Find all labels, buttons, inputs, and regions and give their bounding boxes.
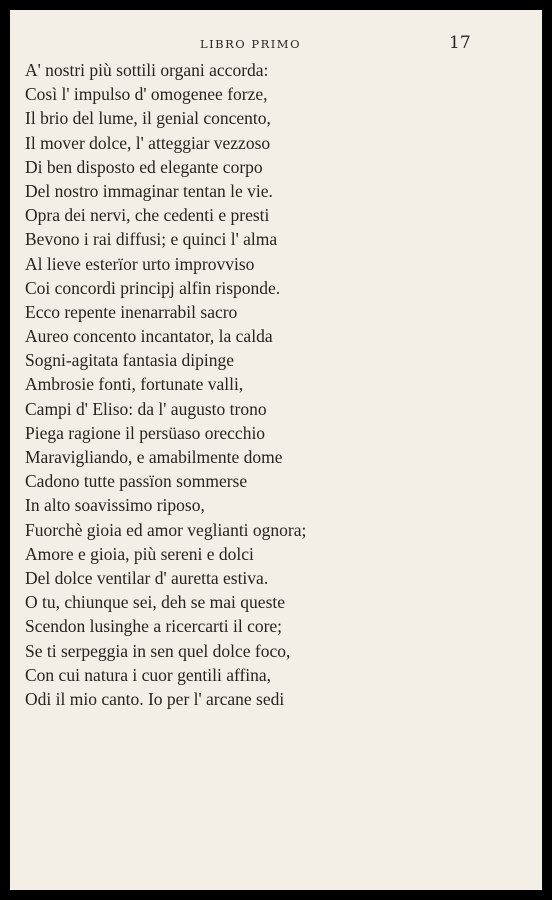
verse-line: O tu, chiunque sei, deh se mai queste xyxy=(25,592,286,613)
verse-line: Ecco repente inenarrabil sacro xyxy=(25,301,238,322)
verse-line: Amore e gioia, più sereni e dolci xyxy=(25,543,254,564)
verse-line: Ambrosie fonti, fortunate valli, xyxy=(25,374,244,395)
book-page xyxy=(10,10,542,890)
verse-line: Piega ragione il persüaso orecchio xyxy=(25,422,266,443)
verse-line: Scendon lusinghe a ricercarti il core; xyxy=(25,616,283,637)
verse-line: Il mover dolce, l' atteggiar vezzoso xyxy=(25,132,271,153)
verse-line: Con cui natura i cuor gentili affina, xyxy=(25,664,272,685)
verse-line: Così l' impulso d' omogenee forze, xyxy=(25,84,268,105)
verse-line: Coi concordi principj alfin risponde. xyxy=(25,277,281,298)
page-number: 17 xyxy=(449,33,471,53)
verse-line: Odi il mio canto. Io per l' arcane sedi xyxy=(25,688,285,709)
verse-line: Campi d' Eliso: da l' augusto trono xyxy=(25,398,267,419)
verse-line: Bevono i rai diffusi; e quinci l' alma xyxy=(25,229,278,250)
verse-line: Maravigliando, e amabilmente dome xyxy=(25,447,283,467)
verse-line: Di ben disposto ed elegante corpo xyxy=(25,156,263,177)
verse-line: Se ti serpeggia in sen quel dolce foco, xyxy=(25,640,291,661)
verse-line: In alto soavissimo riposo, xyxy=(25,495,205,516)
verse-line: Cadono tutte passïon sommerse xyxy=(25,471,248,492)
verse-line: Fuorchè gioia ed amor veglianti ognora; xyxy=(25,519,307,540)
verse-line: Aureo concento incantator, la calda xyxy=(25,326,273,347)
verse-line: A' nostri più sottili organi accorda: xyxy=(25,60,269,80)
verse-line: Opra dei nervi, che cedenti e presti xyxy=(25,205,270,226)
page-header xyxy=(10,33,542,56)
verse-line: Del dolce ventilar d' auretta estiva. xyxy=(25,567,269,588)
running-head: LIBRO PRIMO xyxy=(200,37,302,51)
poem-text xyxy=(25,58,306,711)
verse-line: Il brio del lume, il genial concento, xyxy=(25,108,271,129)
verse-line: Al lieve esterïor urto improvviso xyxy=(25,253,255,274)
verse-line: Sogni-agitata fantasia dipinge xyxy=(25,350,234,371)
verse-line: Del nostro immaginar tentan le vie. xyxy=(25,180,273,201)
